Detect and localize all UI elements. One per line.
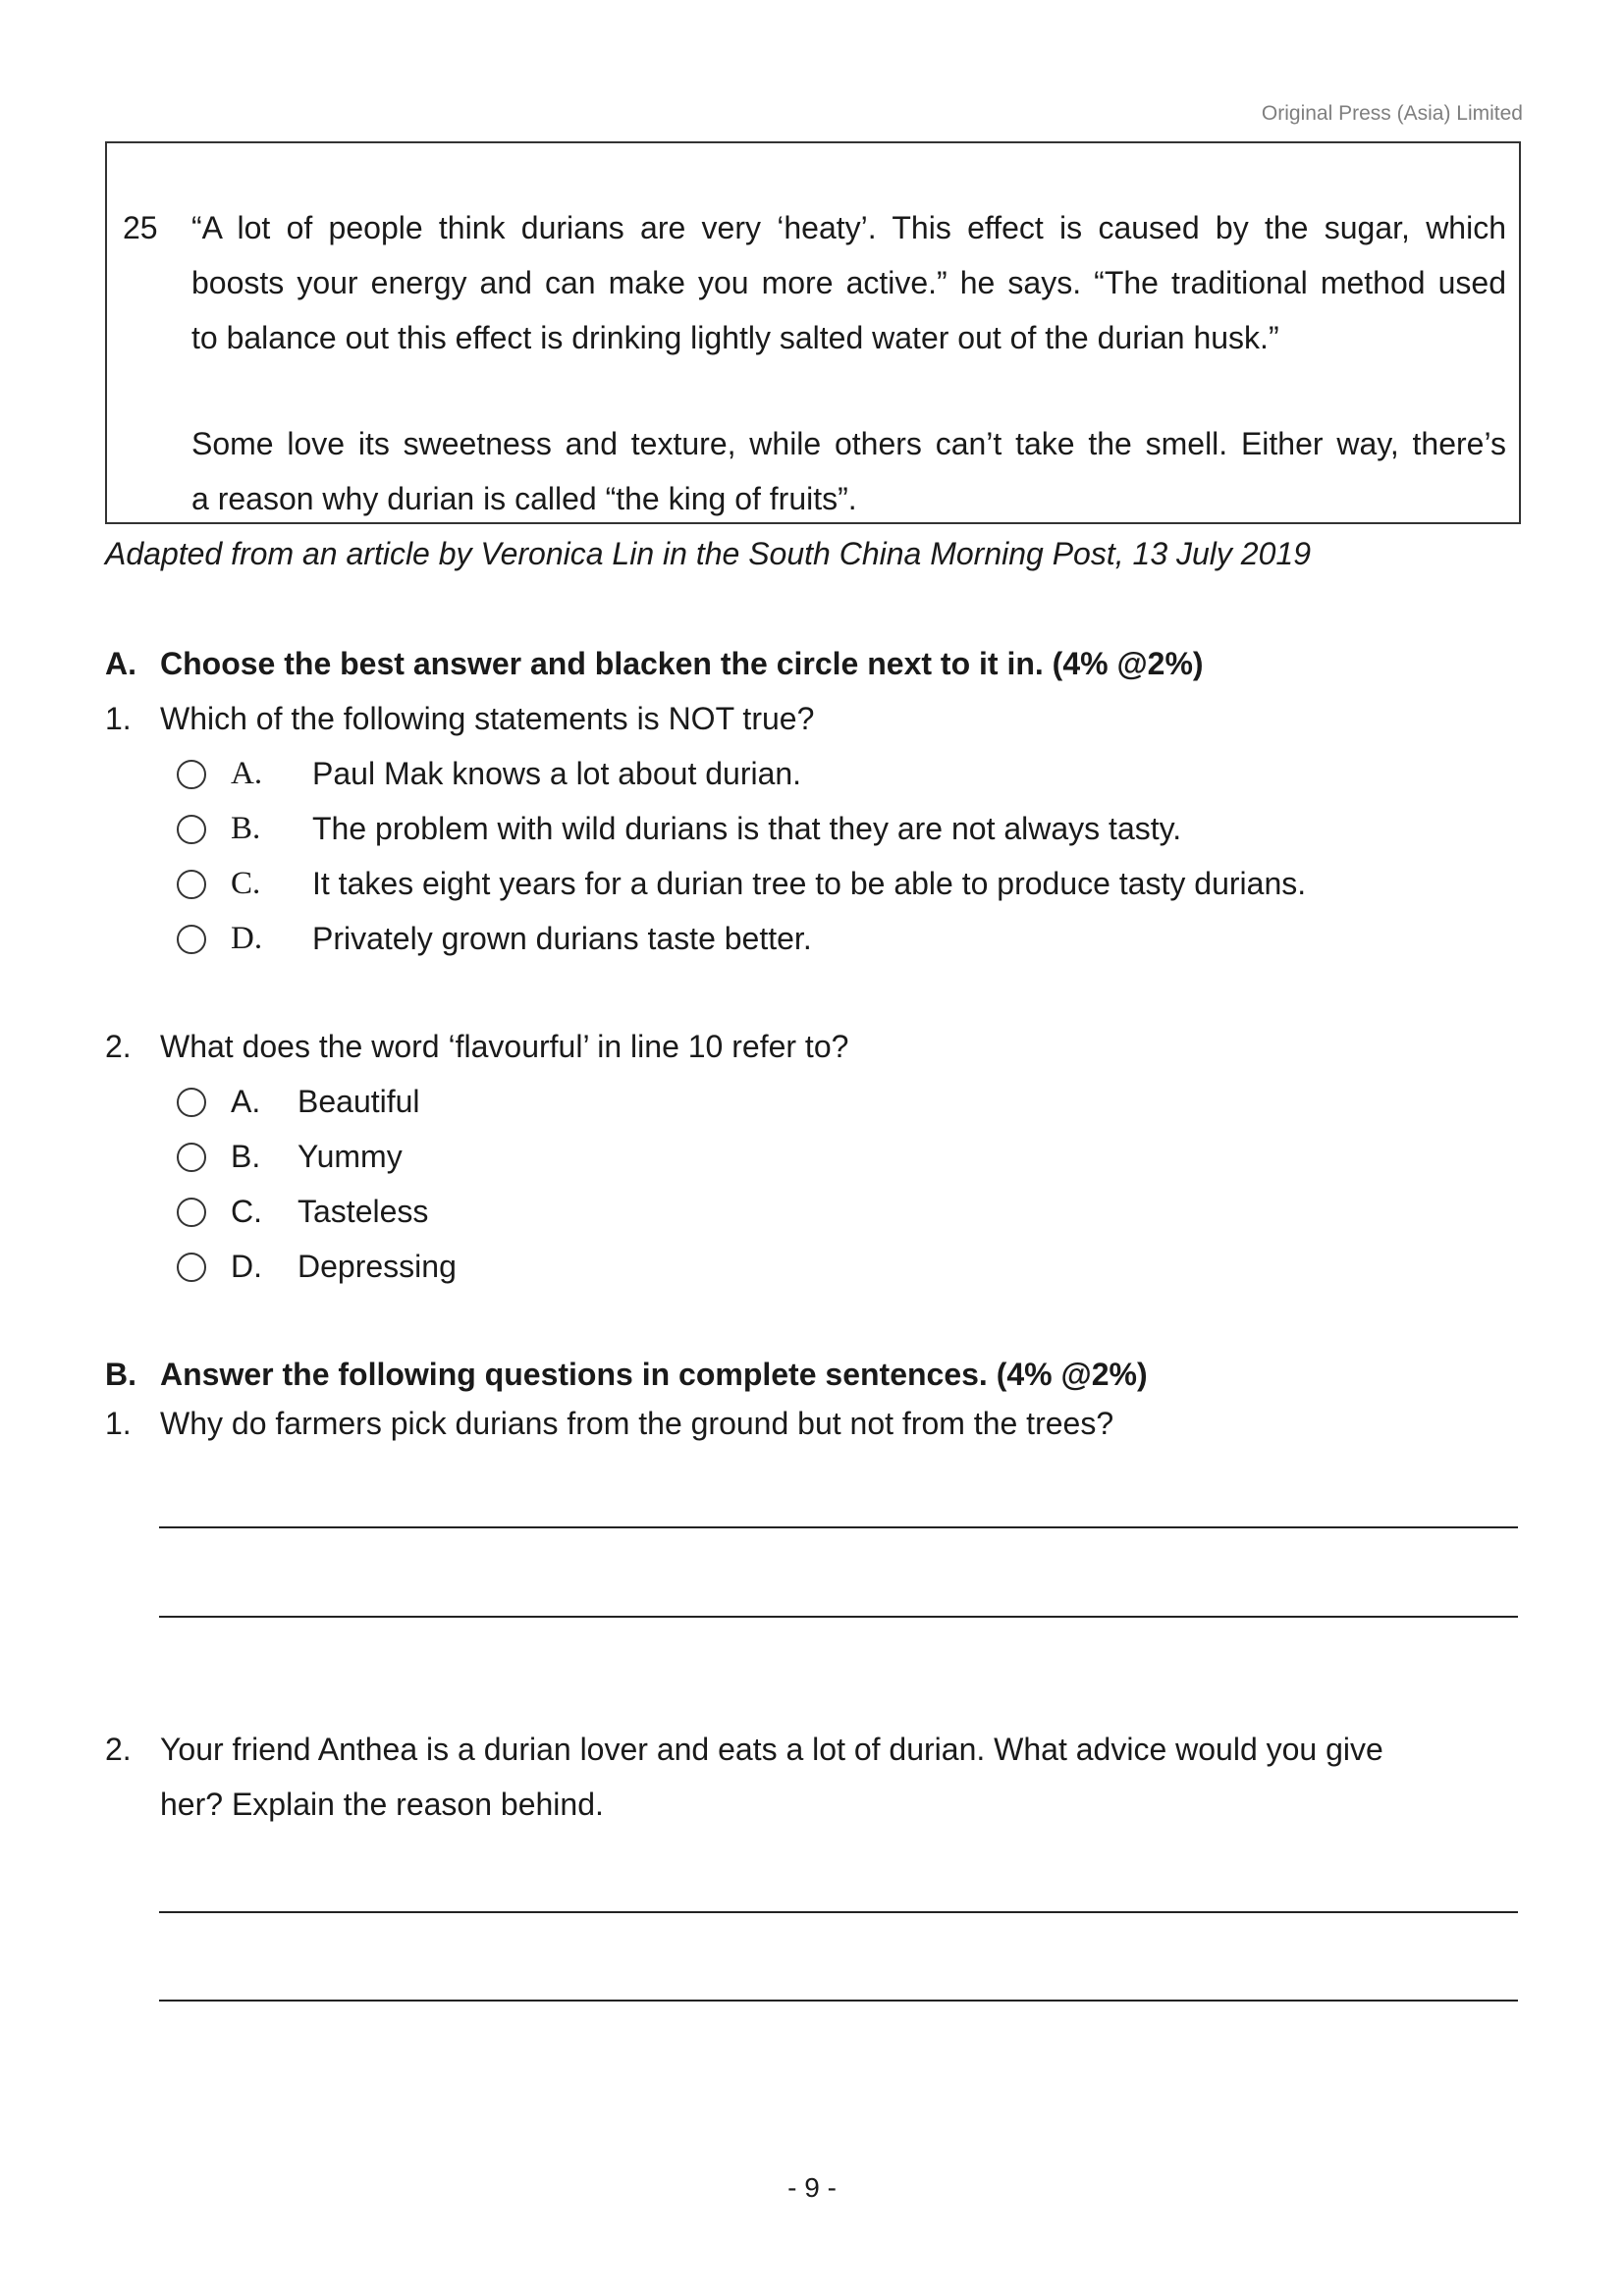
section-a-label: A. [105, 646, 136, 681]
section-b-title [105, 1347, 1148, 1402]
radio-circle-icon[interactable] [177, 925, 206, 954]
option-text: Beautiful [298, 1084, 420, 1119]
answer-line-b2-2[interactable] [159, 2000, 1518, 2002]
answer-line-b1-1[interactable] [159, 1526, 1518, 1528]
option-text: The problem with wild durians is that they are not always tasty. [312, 811, 1182, 846]
page-number: - 9 - [787, 2172, 837, 2203]
question-a2-text: What does the word ‘flavourful’ in line 10 refer to? [160, 1029, 849, 1064]
question-a2 [105, 1019, 848, 1074]
option-letter: B. [231, 1139, 261, 1174]
answer-line-b2-1[interactable] [159, 1911, 1518, 1913]
passage-line-5: a reason why durian is called “the king of fruits”. [191, 481, 857, 516]
passage-line-4: Some love its sweetness and texture, while others can’t take the smell. Either way, there’s [191, 426, 1506, 461]
section-b-label: B. [105, 1357, 136, 1392]
question-b1-text: Why do farmers pick durians from the ground but not from the trees? [160, 1406, 1114, 1441]
question-b2-number: 2. [105, 1732, 132, 1767]
radio-circle-icon[interactable] [177, 1088, 206, 1117]
publisher-name: Original Press (Asia) Limited [1261, 102, 1523, 125]
question-b1 [105, 1396, 1113, 1451]
question-b2-continuation [160, 1777, 604, 1832]
question-b1-number: 1. [105, 1406, 132, 1441]
section-b-instruction: Answer the following questions in complete sentences. (4% @2%) [160, 1357, 1148, 1392]
question-a2-number: 2. [105, 1029, 132, 1064]
question-a1-text: Which of the following statements is NOT true? [160, 701, 815, 736]
option-letter: C. [231, 866, 261, 901]
question-b2-text-line-1: Your friend Anthea is a durian lover and eats a lot of durian. What advice would you give [160, 1732, 1383, 1767]
option-text: Paul Mak knows a lot about durian. [312, 756, 802, 791]
radio-circle-icon[interactable] [177, 1198, 206, 1227]
passage-line-1: “A lot of people think durians are very ‘heaty’. This effect is caused by the sugar, which [191, 210, 1506, 245]
option-letter: A. [231, 1084, 261, 1119]
option-text: Tasteless [298, 1194, 429, 1229]
option-letter: B. [231, 811, 261, 846]
option-text: It takes eight years for a durian tree to be able to produce tasty durians. [312, 866, 1307, 901]
radio-circle-icon[interactable] [177, 1143, 206, 1172]
option-letter: C. [231, 1194, 262, 1229]
question-a1-number: 1. [105, 701, 132, 736]
question-b2 [105, 1722, 1383, 1777]
option-letter: D. [231, 921, 263, 956]
section-a-instruction: Choose the best answer and blacken the circle next to it in. (4% @2%) [160, 646, 1204, 681]
radio-circle-icon[interactable] [177, 760, 206, 789]
option-text: Privately grown durians taste better. [312, 921, 812, 956]
passage-line-3: to balance out this effect is drinking lightly salted water out of the durian husk.” [191, 320, 1279, 355]
passage-line-2: boosts your energy and can make you more active.” he says. “The traditional method used [191, 265, 1506, 300]
question-a1 [105, 691, 814, 746]
option-letter: A. [231, 756, 263, 791]
option-text: Yummy [298, 1139, 403, 1174]
passage-line-number: 25 [123, 210, 158, 245]
section-a-title [105, 636, 1204, 691]
answer-line-b1-2[interactable] [159, 1616, 1518, 1618]
option-letter: D. [231, 1249, 262, 1284]
question-b2-text-line-2: her? Explain the reason behind. [160, 1787, 604, 1822]
radio-circle-icon[interactable] [177, 870, 206, 899]
radio-circle-icon[interactable] [177, 1253, 206, 1282]
option-text: Depressing [298, 1249, 457, 1284]
article-source: Adapted from an article by Veronica Lin in the South China Morning Post, 13 July 2019 [105, 536, 1311, 571]
radio-circle-icon[interactable] [177, 815, 206, 844]
